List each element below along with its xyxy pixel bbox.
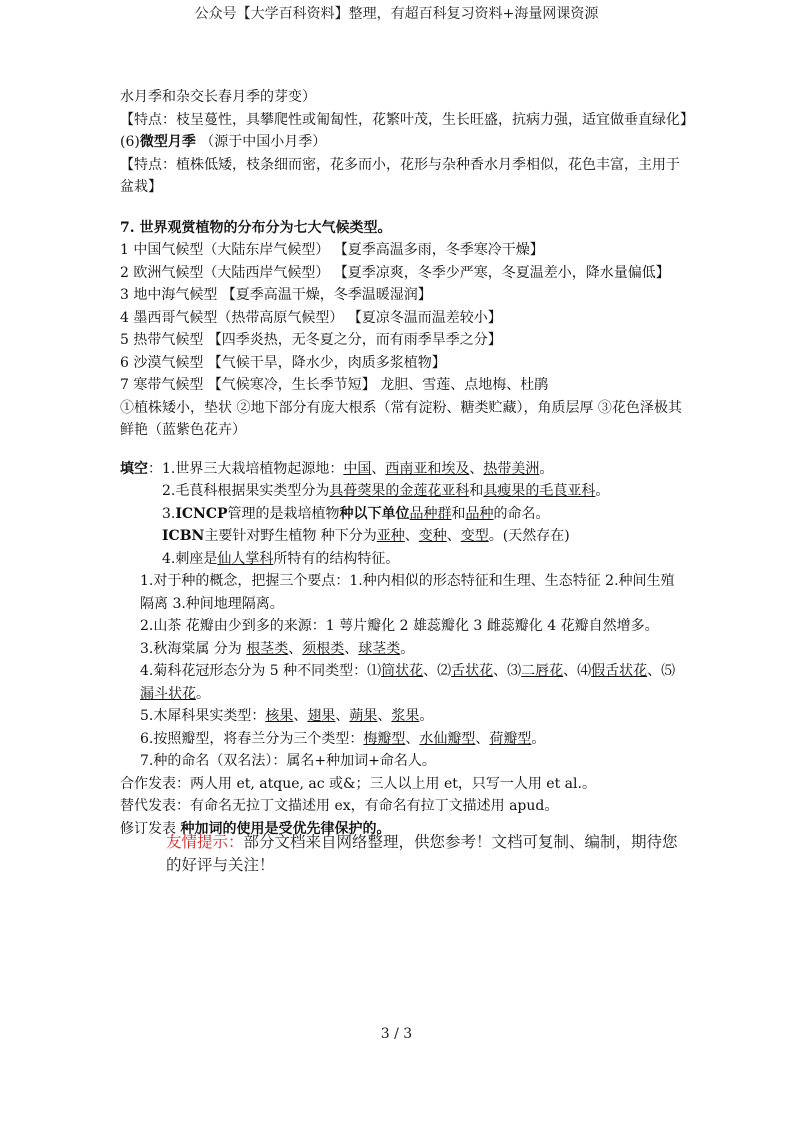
text: 、⑶ <box>493 663 522 679</box>
answer: 二唇花 <box>521 663 564 679</box>
page-number: 3 / 3 <box>380 1026 413 1042</box>
text: 和 <box>451 505 466 522</box>
term: 种以下单位 <box>339 505 410 522</box>
paragraph: 【特点：植株低矮，枝条细而密，花多而小，花形与杂种香水月季相似，花色丰富，主用于盆栽】 <box>120 156 680 195</box>
text: 3.秋海棠属 分为 <box>140 640 247 657</box>
answer: 翅果 <box>307 708 336 724</box>
text: 、 <box>469 460 484 477</box>
fill-line <box>120 503 688 526</box>
document-body <box>120 86 694 840</box>
text: 、 <box>293 708 308 724</box>
answer: 仙人掌科 <box>217 550 274 567</box>
text: 5.木犀科果实类型： <box>140 708 266 724</box>
subheading <box>120 131 688 154</box>
question: 2.山茶 花瓣由少到多的来源：1 萼片瓣化 2 雄蕊瓣化 3 雌蕊瓣化 4 花瓣自然增多。 <box>140 618 659 634</box>
answer: 变型 <box>460 528 489 544</box>
answer: 具蓇葖果的金莲花亚科 <box>329 483 470 499</box>
answer: 球茎类 <box>358 640 401 657</box>
text: 、 <box>405 730 420 747</box>
fill-line <box>120 458 688 481</box>
text: 、 <box>446 528 461 544</box>
answer: 筒状花 <box>381 663 424 679</box>
friendly-tip <box>120 831 688 877</box>
section-title: 7. 世界观赏植物的分布分为七大气候类型。 <box>120 219 392 236</box>
question <box>120 705 688 728</box>
text: 2.毛茛科根据果实类型分为 <box>162 483 330 499</box>
answer: 亚种 <box>376 528 405 544</box>
answer: 须根类 <box>302 640 345 657</box>
text: 、 <box>475 730 490 747</box>
question <box>120 638 688 661</box>
answer: 中国 <box>343 460 372 477</box>
tip-text: 部分文档来自网络整理，供您参考！文档可复制、编制，期待您的好评与关注！ <box>166 833 678 874</box>
answer: 根茎类 <box>246 640 289 657</box>
question <box>120 660 688 705</box>
text: 。 <box>531 730 546 747</box>
answer: 蒴果 <box>349 708 378 724</box>
answer: 品种 <box>465 505 494 522</box>
climate-item: 3 地中海气候型 【夏季高温干燥，冬季温暖湿润】 <box>120 287 432 303</box>
answer: 变种 <box>418 528 447 544</box>
text: 4.菊科花冠形态分为 5 种不同类型：⑴ <box>140 663 382 679</box>
text: 、⑵ <box>423 663 452 679</box>
climate-item: 5 热带气候型 【四季炎热，无冬夏之分，而有雨季旱季之分】 <box>120 332 502 348</box>
text: 、 <box>335 708 350 724</box>
text: 、⑸ <box>647 663 676 679</box>
paragraph: 合作发表：两人用 et, atque, ac 或&；三人以上用 et，只写一人用 et al.。 <box>120 775 596 792</box>
climate-item: 1 中国气候型（大陆东岸气候型） 【夏季高温多雨，冬季寒冷干燥】 <box>120 242 544 258</box>
text: 、 <box>288 640 303 657</box>
text: 的命名。 <box>493 505 550 522</box>
fill-line <box>120 480 688 503</box>
climate-item: 4 墨西哥气候型（热带高原气候型） 【夏凉冬温而温差较小】 <box>120 309 502 326</box>
subheading-bold: 微型月季 <box>139 134 196 150</box>
answer: 西南亚和埃及 <box>385 460 470 477</box>
text: 、 <box>404 528 419 544</box>
text: 主要针对野生植物 种下分为 <box>204 528 377 544</box>
answer: 浆果 <box>391 708 420 724</box>
fill-label: 填空 <box>120 460 148 477</box>
answer: 假舌状花 <box>591 663 648 679</box>
text: 管理的是栽培植物 <box>227 505 340 522</box>
climate-item: 6 沙漠气候型 【气候干旱，降水少，肉质多浆植物】 <box>120 354 446 371</box>
answer: 荷瓣型 <box>489 730 532 747</box>
text: 、⑷ <box>563 663 592 679</box>
answer: 品种群 <box>409 505 452 522</box>
page-header: 公众号【大学百科资料】整理，有超百科复习资料+海量网课资源 <box>194 6 599 22</box>
answer: 漏斗状花 <box>140 685 196 702</box>
climate-item: 7 寒带气候型 【气候寒冷，生长季节短】 龙胆、雪莲、点地梅、杜鹃 <box>120 377 549 393</box>
answer: 梅瓣型 <box>363 730 406 747</box>
text: 。 <box>400 640 415 657</box>
text: 修订发表 <box>120 820 181 837</box>
text: ：1.世界三大栽培植物起源地： <box>148 460 344 477</box>
question: 7.种的命名（双名法）：属名+种加词+命名人。 <box>140 753 436 769</box>
text: 、 <box>377 708 392 724</box>
paragraph: 替代发表：有命名无拉丁文描述用 ex，有命名有拉丁文描述用 apud。 <box>120 798 559 814</box>
question: 1.对于种的概念，把握三个要点：1.种内相似的形态特征和生理、生态特征 2.种间生殖隔离 3.种间地理隔离。 <box>140 573 675 612</box>
answer: 核果 <box>265 708 294 724</box>
paragraph: 【特点：枝呈蔓性，具攀爬性或匍匐性，花繁叶茂，生长旺盛，抗病力强，适宜做垂直绿化】 <box>120 111 694 128</box>
text: 。 <box>419 708 434 724</box>
answer: 舌状花 <box>451 663 494 679</box>
answer: 热带美洲 <box>483 460 540 477</box>
text: 。 <box>539 460 554 477</box>
item-number: (6) <box>120 134 140 150</box>
climate-note: ①植株矮小，垫状 ②地下部分有庞大根系（常有淀粉、糖类贮藏），角质层厚 ③花色泽极其鲜艳（蓝紫色花卉） <box>120 399 682 438</box>
text: 3. <box>162 505 176 522</box>
emphasis: 种加词的使用是受优先律保护的。 <box>180 820 391 837</box>
paragraph: 水月季和杂交长春月季的芽变） <box>120 89 316 105</box>
answer: 水仙瓣型 <box>419 730 476 747</box>
text: 和 <box>469 483 484 499</box>
text: 。(天然存在) <box>488 528 570 544</box>
text: 、 <box>344 640 359 657</box>
question <box>120 728 688 751</box>
subheading-note: （源于中国小月季） <box>200 134 327 150</box>
text: 。 <box>196 685 210 702</box>
text: 、 <box>371 460 386 477</box>
text: 。 <box>595 483 610 499</box>
text: 所特有的结构特征。 <box>273 550 400 567</box>
term: ICBN <box>162 528 205 544</box>
text: 6.按照瓣型，将春兰分为三个类型： <box>140 730 364 747</box>
text: 4.刺座是 <box>162 550 218 567</box>
tip-label: 友情提示： <box>166 833 244 851</box>
term: ICNCP <box>175 505 228 522</box>
fill-line <box>120 548 688 571</box>
climate-item: 2 欧洲气候型（大陆西岸气候型） 【夏季凉爽，冬季少严寒，冬夏温差小，降水量偏低】 <box>120 264 670 281</box>
answer: 具瘦果的毛茛亚科 <box>483 483 596 499</box>
fill-line <box>120 525 688 548</box>
